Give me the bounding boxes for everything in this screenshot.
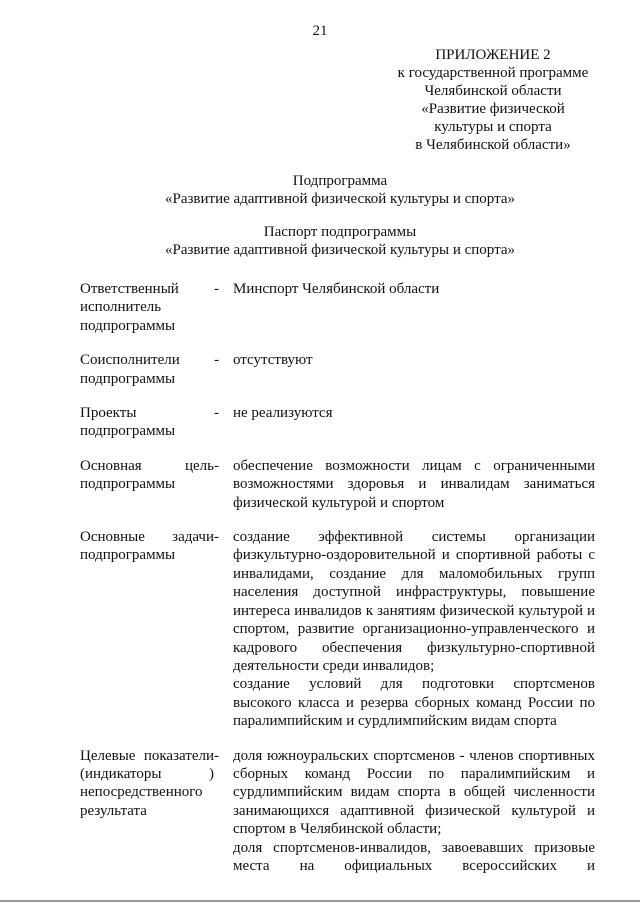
subprogram-heading <box>0 172 640 208</box>
appendix-line: «Развитие физической <box>421 101 565 117</box>
row-dash: - <box>214 747 219 764</box>
appendix-line: культуры и спорта <box>434 119 552 135</box>
passport-row-main-goal <box>80 457 595 512</box>
row-paragraph: Минспорт Челябинской области <box>233 281 440 297</box>
row-paragraph: не реализуются <box>233 405 333 422</box>
row-label: Ответственный исполнитель подпрограммы <box>80 281 179 334</box>
passport-heading <box>0 223 640 259</box>
row-value <box>233 747 595 876</box>
row-dash: - <box>214 405 219 422</box>
subprogram-heading-line2: «Развитие адаптивной физической культуры и спорта» <box>164 191 516 207</box>
row-dash: - <box>214 352 219 369</box>
row-value <box>233 528 595 730</box>
row-label: Проекты подпрограммы <box>80 405 176 440</box>
appendix-line: в Челябинской области» <box>415 137 571 153</box>
appendix-title: ПРИЛОЖЕНИЕ 2 <box>435 47 551 63</box>
page-bottom-edge <box>0 900 640 902</box>
row-paragraph: доля спортсменов-инвалидов, завоевавших призовые места на официальных всероссийских и <box>233 839 595 874</box>
row-paragraph: создание условий для подготовки спортсменов высокого класса и резерва сборных команд России по паралимпийским и сурдлимпийским видам спорта <box>233 676 595 730</box>
row-label: Целевые показатели (индикаторы ) непосредственного результата <box>80 747 214 819</box>
appendix-line: к государственной программе <box>397 65 589 81</box>
row-dash: - <box>214 281 219 297</box>
passport-heading-line2: «Развитие адаптивной физической культуры и спорта» <box>164 242 516 258</box>
row-paragraph: отсутствуют <box>233 352 313 369</box>
row-value <box>233 404 595 441</box>
subprogram-heading-line1: Подпрограмма <box>292 173 388 189</box>
page-number: 21 <box>312 23 328 39</box>
passport-row-main-tasks <box>80 528 595 730</box>
row-paragraph: обеспечение возможности лицам с ограниченными возможностями здоровья и инвалидам заниматься физической культурой и спортом <box>233 457 595 511</box>
row-value <box>233 351 595 388</box>
appendix-block <box>388 46 598 154</box>
passport-row-coexecutors <box>80 351 595 388</box>
passport-heading-line1: Паспорт подпрограммы <box>263 224 417 240</box>
appendix-line: Челябинской области <box>424 83 562 99</box>
passport-row-responsible <box>80 280 595 335</box>
row-value <box>233 280 595 335</box>
row-label: Основные задачи подпрограммы <box>80 529 214 564</box>
row-paragraph: создание эффективной системы организации физкультурно-оздоровительной и спортивной работы с инвалидами, создание для маломобильных групп населения доступной инфраструктуры, повышение интереса инвалидов к занятиям физической культурой и спортом, развитие организационно-управленческого и кадрового обеспечения физкультурно-спортивной деятельности среди инвалидов; <box>233 529 595 674</box>
row-label: Соисполнители подпрограммы <box>80 352 180 387</box>
passport-table <box>80 280 595 891</box>
row-dash: - <box>214 457 219 474</box>
row-paragraph: доля южноуральских спортсменов - членов спортивных сборных команд России по паралимпийским и сурдлимпийским видам спорта в общей численности занимающихся адаптивной физической культурой и спортом в Челябинской области; <box>233 747 595 838</box>
row-dash: - <box>214 529 219 546</box>
passport-row-projects <box>80 404 595 441</box>
row-label: Основная цель подпрограммы <box>80 457 214 493</box>
passport-row-target-indicators <box>80 747 595 876</box>
row-value <box>233 457 595 512</box>
